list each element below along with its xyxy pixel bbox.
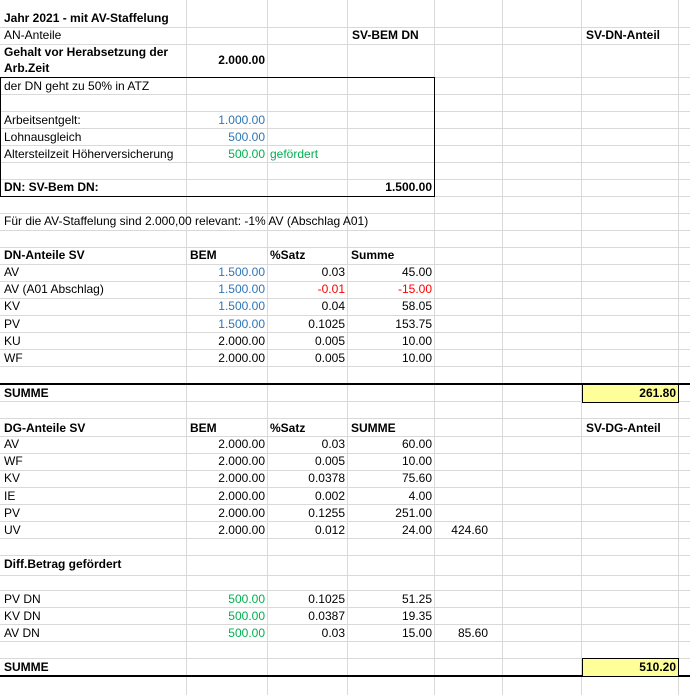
- diff-row-bem: 500.00: [228, 592, 265, 606]
- dg-row-satz: 0.012: [314, 523, 345, 537]
- dn-sv-bem-value: 1.500.00: [385, 180, 432, 194]
- dg-row-bem: 2.000.00: [218, 488, 265, 503]
- staffelung-note: Für die AV-Staffelung sind 2.000,00 relevant: -1% AV (Abschlag A01): [4, 214, 369, 228]
- diff-subtotal: 85.60: [457, 626, 488, 640]
- dg-row-satz: 0.005: [314, 454, 345, 469]
- dg-row-satz: 0.0378: [308, 471, 345, 486]
- diff-row-summe: 15.00: [401, 626, 432, 641]
- diff-row-name: AV DN: [4, 626, 40, 641]
- dn-table-header-summe: Summe: [351, 248, 395, 262]
- dn-row-satz: 0.1025: [308, 316, 345, 331]
- dg-table-header-summe: SUMME: [351, 421, 396, 435]
- dg-row-satz: 0.1255: [308, 505, 345, 520]
- diff-row-name: PV DN: [4, 592, 41, 606]
- dg-row-summe: 60.00: [401, 437, 432, 451]
- dg-row-summe: 75.60: [401, 471, 432, 486]
- dn-row-bem: 1.500.00: [218, 299, 265, 314]
- arbeitsentgelt-value: 1.000.00: [218, 113, 265, 127]
- dn-row-satz: 0.005: [314, 351, 345, 365]
- dn-table-header-bem: BEM: [190, 248, 217, 262]
- gehalt-value: 2.000.00: [218, 53, 265, 67]
- dg-row-summe: 251.00: [395, 505, 432, 520]
- sheet-title: Jahr 2021 - mit AV-Staffelung: [4, 11, 169, 25]
- dg-row-name: WF: [4, 454, 23, 469]
- dn-row-summe: 153.75: [395, 316, 432, 331]
- dn-row-bem: 1.500.00: [218, 282, 265, 297]
- diff-row-satz: 0.0387: [308, 609, 345, 624]
- lohnausgleich-value: 500.00: [228, 130, 265, 144]
- summe2-label: SUMME: [4, 660, 49, 674]
- dg-row-summe: 10.00: [401, 454, 432, 469]
- dg-table-header-name: DG-Anteile SV: [4, 421, 86, 435]
- altersteilzeit-note: gefördert: [270, 147, 319, 161]
- an-anteile-label: AN-Anteile: [4, 28, 62, 42]
- summe1-value: 261.80: [639, 386, 676, 400]
- dg-row-name: IE: [4, 488, 16, 503]
- sv-bem-dn-header: SV-BEM DN: [352, 28, 419, 42]
- diff-row-summe: 51.25: [401, 592, 432, 606]
- dg-row-satz: 0.002: [314, 488, 345, 503]
- dg-row-summe: 24.00: [401, 523, 432, 537]
- altersteilzeit-value: 500.00: [228, 147, 265, 161]
- gehalt-label: Gehalt vor Herabsetzung der Arb.Zeit: [4, 45, 169, 75]
- dn-row-satz: 0.03: [321, 265, 345, 279]
- dg-subtotal: 424.60: [451, 523, 488, 537]
- dn-row-bem: 1.500.00: [218, 265, 265, 279]
- dn-row-bem: 2.000.00: [218, 333, 265, 348]
- lohnausgleich-label: Lohnausgleich: [4, 130, 82, 144]
- sv-dn-anteil-header: SV-DN-Anteil: [586, 28, 661, 42]
- diff-row-satz: 0.03: [321, 626, 345, 641]
- diff-row-bem: 500.00: [228, 609, 265, 624]
- dg-row-satz: 0.03: [321, 437, 345, 451]
- dg-row-name: AV: [4, 437, 20, 451]
- dn-row-bem: 1.500.00: [218, 316, 265, 331]
- dn-row-bem: 2.000.00: [218, 351, 265, 365]
- dn-row-name: KU: [4, 333, 21, 348]
- dn-row-summe: 45.00: [401, 265, 432, 279]
- dg-table-header-satz: %Satz: [270, 421, 306, 435]
- summe2-value: 510.20: [639, 660, 676, 674]
- arbeitsentgelt-label: Arbeitsentgelt:: [4, 113, 81, 127]
- dg-row-name: UV: [4, 523, 21, 537]
- dg-row-name: PV: [4, 505, 21, 520]
- dn-row-name: KV: [4, 299, 21, 314]
- dg-row-bem: 2.000.00: [218, 437, 265, 451]
- diff-row-bem: 500.00: [228, 626, 265, 641]
- dn-row-summe: 10.00: [401, 351, 432, 365]
- dg-row-summe: 4.00: [408, 488, 432, 503]
- atz-note: der DN geht zu 50% in ATZ: [4, 79, 150, 93]
- dn-row-satz: 0.005: [314, 333, 345, 348]
- dg-row-bem: 2.000.00: [218, 523, 265, 537]
- dn-table-header-satz: %Satz: [270, 248, 306, 262]
- dg-table-header-bem: BEM: [190, 421, 217, 435]
- dn-row-summe: 10.00: [401, 333, 432, 348]
- dn-sv-bem-label: DN: SV-Bem DN:: [4, 180, 99, 194]
- diff-row-summe: 19.35: [401, 609, 432, 624]
- dn-row-name: AV: [4, 265, 20, 279]
- diff-row-name: KV DN: [4, 609, 41, 624]
- dg-row-bem: 2.000.00: [218, 505, 265, 520]
- dg-row-bem: 2.000.00: [218, 454, 265, 469]
- sv-dg-anteil-header: SV-DG-Anteil: [586, 421, 661, 435]
- diff-label: Diff.Betrag gefördert: [4, 557, 122, 571]
- dn-row-name: WF: [4, 351, 23, 365]
- altersteilzeit-label: Altersteilzeit Höherversicherung: [4, 147, 174, 161]
- dn-row-summe: 58.05: [401, 299, 432, 314]
- summe1-label: SUMME: [4, 386, 49, 400]
- dn-row-summe: -15.00: [397, 282, 432, 297]
- dn-table-header-name: DN-Anteile SV: [4, 248, 85, 262]
- dn-row-name: PV: [4, 316, 21, 331]
- dg-row-bem: 2.000.00: [218, 471, 265, 486]
- diff-row-satz: 0.1025: [308, 592, 345, 606]
- dg-row-name: KV: [4, 471, 21, 486]
- dn-row-name: AV (A01 Abschlag): [4, 282, 104, 297]
- dn-row-satz: -0.01: [317, 282, 345, 297]
- dn-row-satz: 0.04: [321, 299, 345, 314]
